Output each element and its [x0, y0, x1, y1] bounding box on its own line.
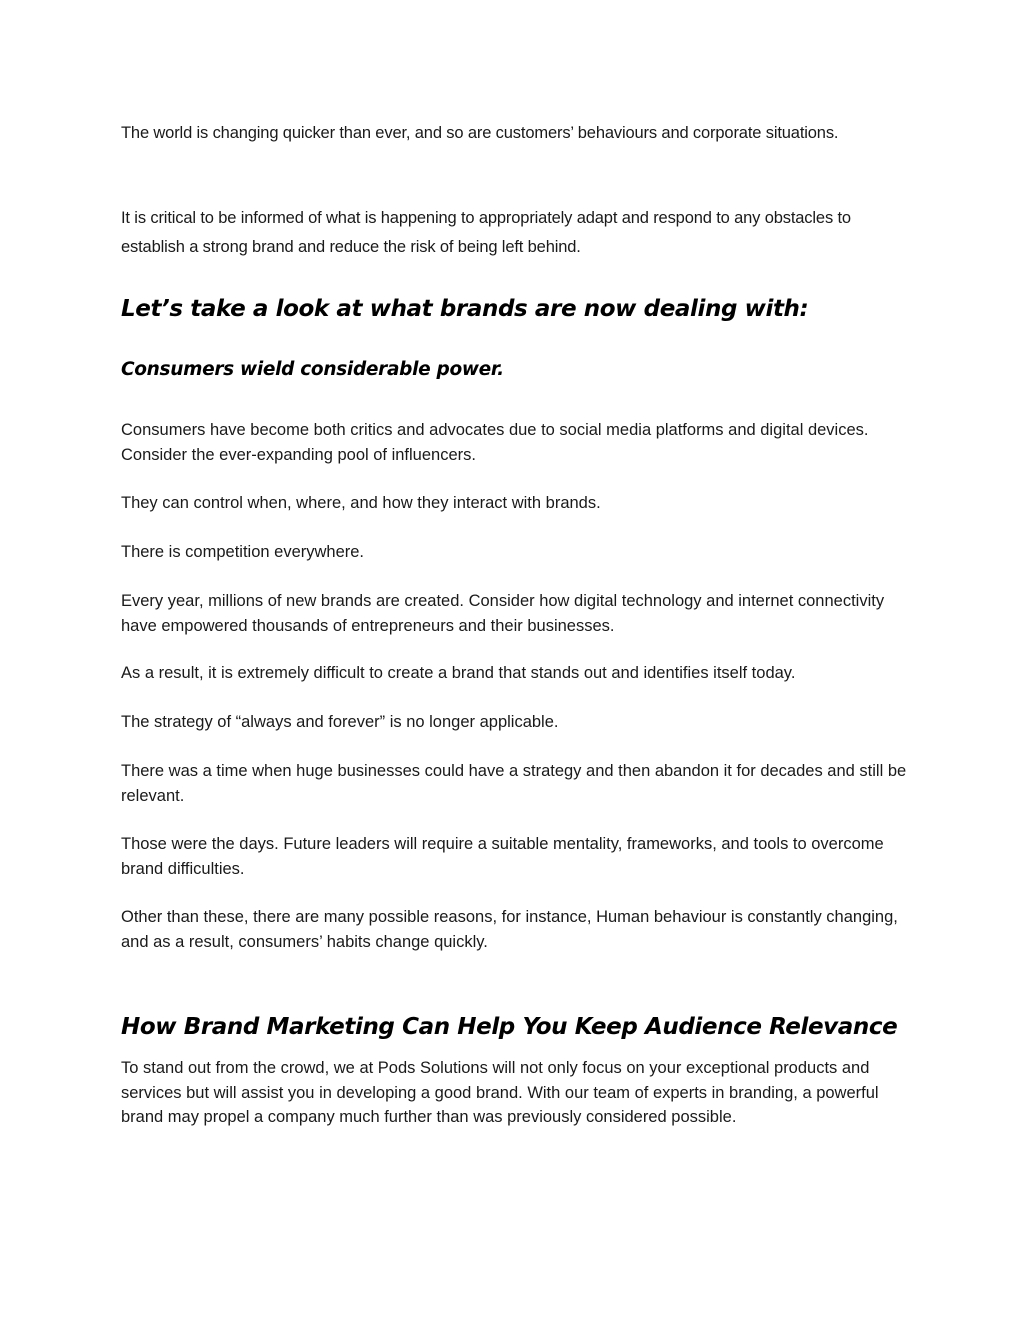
- closing-paragraph: To stand out from the crowd, we at Pods Solutions will not only focus on your exceptional products and services but will assist you in developing a good brand. With our team of experts in branding, a powerful brand may propel a company much further than was previously considered possible.: [121, 1059, 879, 1126]
- subheading-consumers-power: Consumers wield considerable power.: [121, 359, 504, 380]
- body-paragraph-5: As a result, it is extremely difficult to create a brand that stands out and identifies itself today.: [121, 664, 796, 682]
- intro-paragraph-2: It is critical to be informed of what is happening to appropriately adapt and respond to any obstacles to establish a strong brand and reduce the risk of being left behind.: [121, 209, 851, 256]
- body-paragraph-1: Consumers have become both critics and advocates due to social media platforms and digital devices. Consider the ever-expanding pool of influencers.: [121, 421, 869, 464]
- body-paragraph-2: They can control when, where, and how they interact with brands.: [121, 494, 601, 512]
- section-heading-brand-marketing: How Brand Marketing Can Help You Keep Audience Relevance: [121, 1014, 898, 1040]
- section-heading-brands: Let’s take a look at what brands are now dealing with:: [121, 296, 809, 322]
- intro-paragraph-1: The world is changing quicker than ever, and so are customers’ behaviours and corporate situations.: [121, 124, 839, 142]
- body-paragraph-7: There was a time when huge businesses could have a strategy and then abandon it for decades and still be relevant.: [121, 762, 907, 805]
- body-paragraph-4: Every year, millions of new brands are created. Consider how digital technology and internet connectivity have empowered thousands of entrepreneurs and their businesses.: [121, 592, 885, 635]
- body-paragraph-6: The strategy of “always and forever” is no longer applicable.: [121, 713, 559, 731]
- body-paragraph-8: Those were the days. Future leaders will require a suitable mentality, frameworks, and tools to overcome brand difficulties.: [121, 835, 884, 878]
- body-paragraph-3: There is competition everywhere.: [121, 543, 365, 561]
- body-paragraph-9: Other than these, there are many possible reasons, for instance, Human behaviour is constantly changing, and as a result, consumers’ habits change quickly.: [121, 908, 898, 951]
